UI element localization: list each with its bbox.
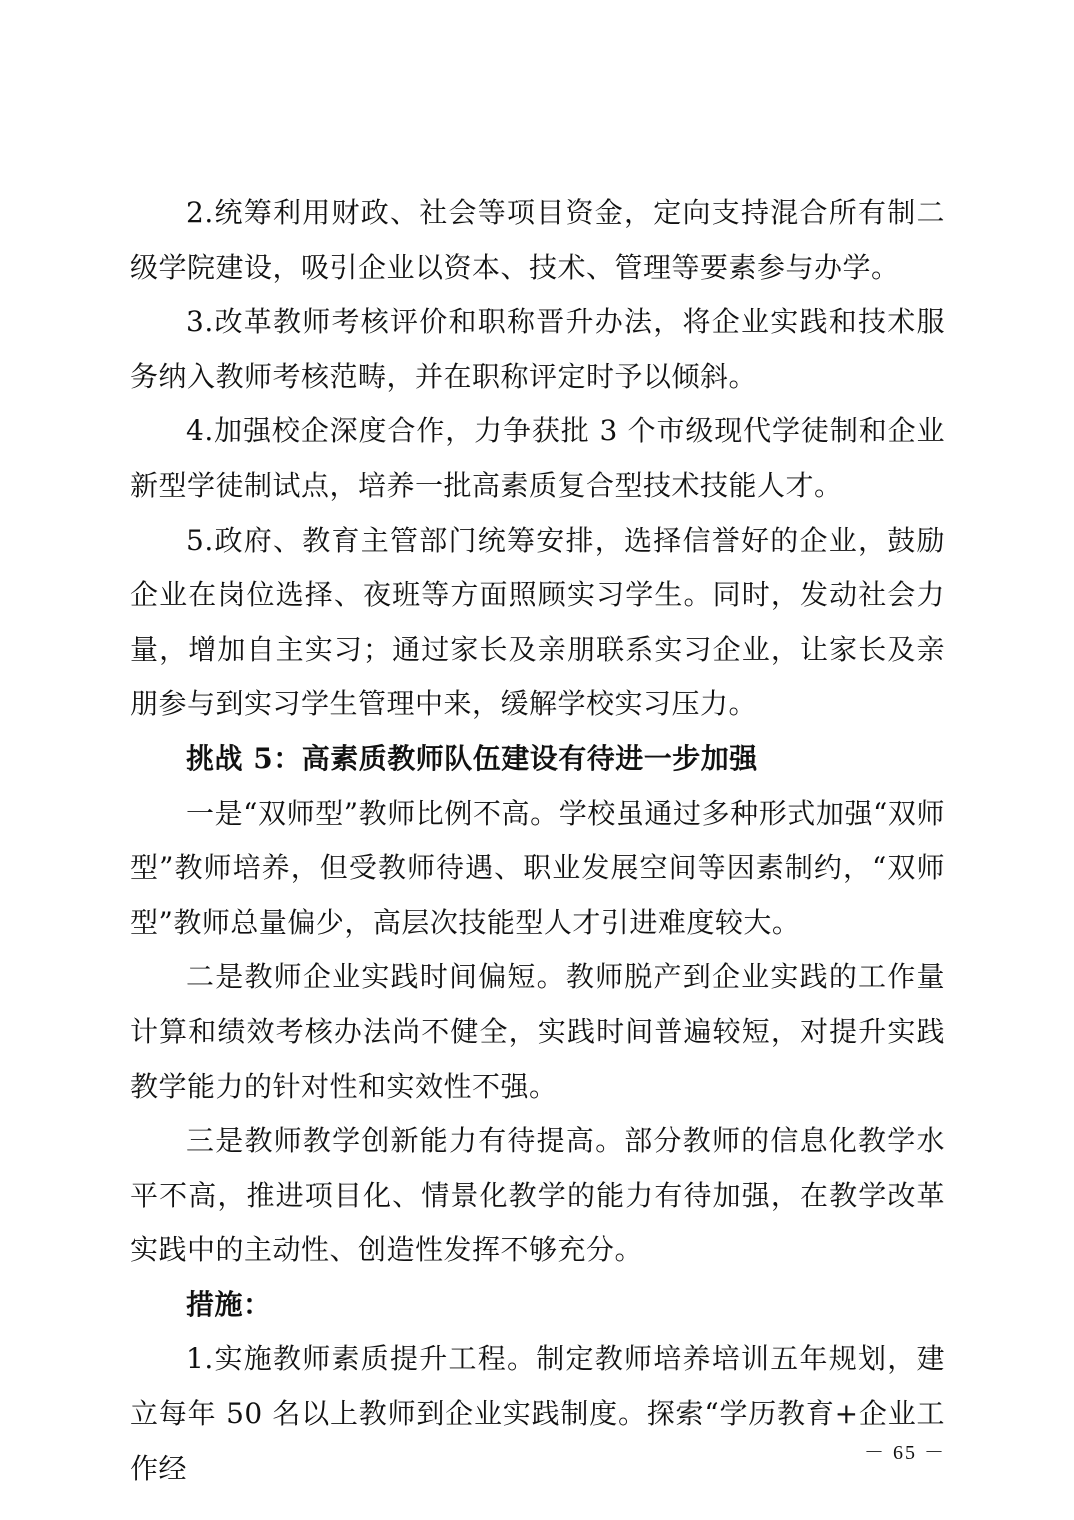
paragraph: 二是教师企业实践时间偏短。教师脱产到企业实践的工作量计算和绩效考核办法尚不健全，实践时间普遍较短，对提升实践教学能力的针对性和实效性不强。 <box>130 960 945 1103</box>
paragraph: 1.实施教师素质提升工程。制定教师培养培训五年规划，建立每年 50 名以上教师到企业实践制度。探索“学历教育+企业工作经 <box>130 1342 945 1485</box>
paragraph: 5.政府、教育主管部门统筹安排，选择信誉好的企业，鼓励企业在岗位选择、夜班等方面照顾实习学生。同时，发动社会力量，增加自主实习；通过家长及亲朋联系实习企业，让家长及亲朋参与到实习学生管理中来，缓解学校实习压力。 <box>130 523 945 721</box>
paragraph: 2.统筹利用财政、社会等项目资金，定向支持混合所有制二级学院建设，吸引企业以资本、技术、管理等要素参与办学。 <box>130 196 945 284</box>
section-heading: 挑战 5：高素质教师队伍建设有待进一步加强 <box>186 741 758 775</box>
measures-heading: 措施： <box>186 1287 272 1321</box>
paragraph: 三是教师教学创新能力有待提高。部分教师的信息化教学水平不高，推进项目化、情景化教学的能力有待加强，在教学改革实践中的主动性、创造性发挥不够充分。 <box>130 1124 945 1267</box>
paragraph: 一是“双师型”教师比例不高。学校虽通过多种形式加强“双师型”教师培养，但受教师待遇、职业发展空间等因素制约，“双师型”教师总量偏少，高层次技能型人才引进难度较大。 <box>130 796 945 939</box>
paragraph: 3.改革教师考核评价和职称晋升办法，将企业实践和技术服务纳入教师考核范畴，并在职称评定时予以倾斜。 <box>130 305 945 393</box>
paragraph: 4.加强校企深度合作，力争获批 3 个市级现代学徒制和企业新型学徒制试点，培养一批高素质复合型技术技能人才。 <box>130 414 945 502</box>
body-text <box>130 186 945 1496</box>
page-number: － 65 － <box>864 1442 946 1464</box>
